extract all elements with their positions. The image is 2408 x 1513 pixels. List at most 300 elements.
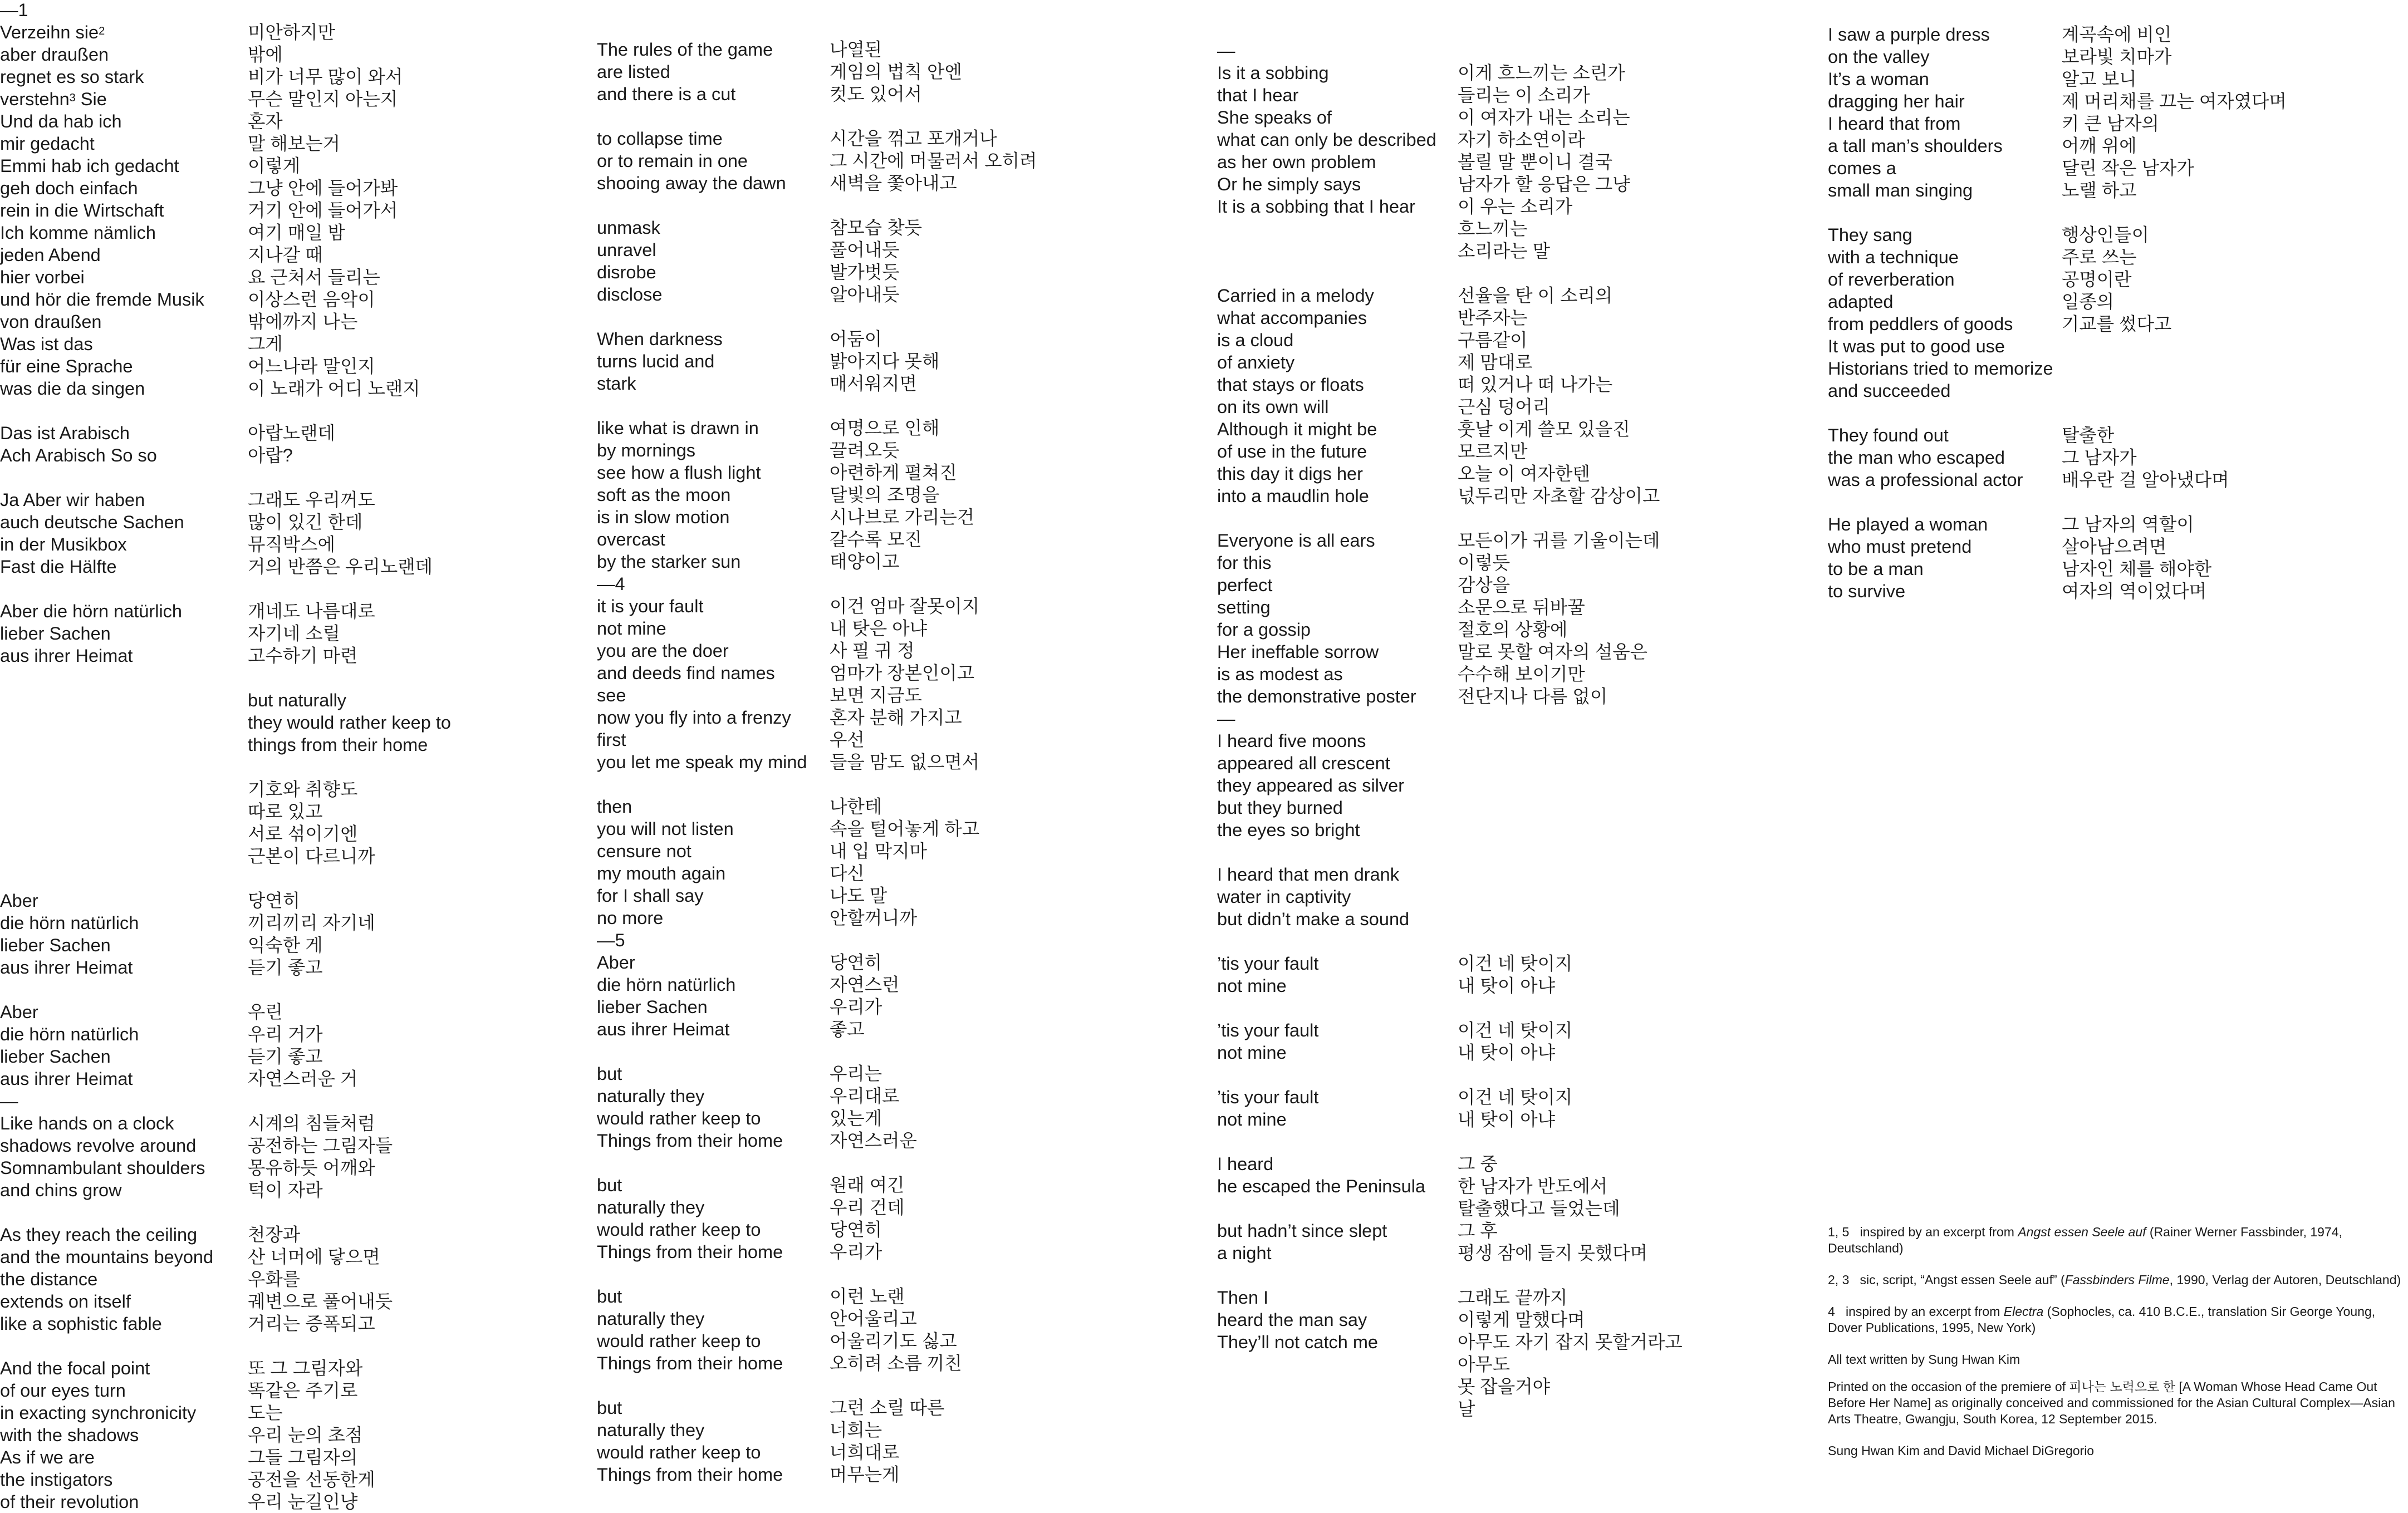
western-text: heard the man say [1217,1310,1367,1330]
western-text: disclose [597,284,663,304]
korean-text: 달빛의 조명을 [830,485,940,505]
korean-text: 탈출한 [2062,425,2115,445]
korean-text: 많이 있긴 한데 [248,512,363,532]
western-text: to collapse time [597,129,723,149]
korean-text: 서로 섞이기엔 [248,824,358,844]
footnote-4: 4 inspired by an excerpt from Electra (Sophocles, ca. 410 B.C.E., translation Sir George Young, Dover Publications, 1995, New York) [1828,1304,2376,1335]
western-text: the demonstrative poster [1217,686,1416,706]
western-text: It is a sobbing that I hear [1217,197,1415,217]
korean-text: 말로 못할 여자의 설움은 [1458,642,1648,662]
korean-text: 내 탓은 아냐 [830,618,928,638]
footnote-marker: 2 [99,25,105,37]
korean-text: 달린 작은 남자가 [2062,158,2194,178]
verse-line [597,662,1037,684]
korean-text: 우리 눈길인냥 [248,1492,358,1512]
korean-text: 엄마가 장본인이고 [830,663,975,683]
korean-text: 자기네 소릴 [248,623,341,643]
western-text: They found out [1828,425,1949,445]
western-text: Das ist Arabisch [0,423,130,443]
korean-text: 발가벗듯 [830,262,900,282]
western-text: lieber Sachen [0,935,111,955]
verse-line [1828,357,2287,380]
verse-line [597,1174,1037,1196]
korean-text: 공명이란 [2062,269,2132,289]
verse-line [0,689,451,711]
western-text: hier vorbei [0,267,85,287]
verse-line [1828,380,2287,402]
western-text: Her ineffable sorrow [1217,642,1379,662]
korean-text: 천장과 [248,1225,301,1245]
western-text: from peddlers of goods [1828,314,2013,334]
verse-line [597,38,1037,61]
western-text [0,800,248,823]
stanza-gap [597,105,1037,127]
western-text: to be a man [1828,559,1924,579]
western-text: to survive [1828,581,1906,601]
verse-line [1217,863,1683,886]
korean-text: 이건 엄마 잘못이지 [830,596,980,616]
korean-text: 거리는 증폭되고 [248,1314,375,1334]
verse-line [0,912,451,934]
verse-line [597,217,1037,239]
verse-line [1217,418,1683,440]
western-text [0,689,248,711]
western-text: Ich komme nämlich [0,223,156,243]
western-text: extends on itself [0,1291,131,1311]
korean-text: 이건 네 탓이지 [1458,1087,1573,1107]
korean-text: 구름같이 [1458,330,1528,350]
western-text: the distance [0,1269,98,1289]
verse-line [1217,329,1683,351]
verse-line [1217,307,1683,329]
verse-line [597,640,1037,662]
verse-line [1828,179,2287,202]
korean-text: 자연스러운 거 [248,1069,358,1089]
korean-text: 탈출했다고 들었는데 [1458,1198,1620,1219]
western-text: or to remain in one [597,151,748,171]
korean-text: 모든이가 귀를 기울이는데 [1458,530,1660,551]
verse-line [1828,446,2287,469]
verse-line [1828,135,2287,157]
verse-line [597,283,1037,306]
korean-text: they would rather keep to [248,713,451,733]
western-text: Fast die Hälfte [0,557,117,577]
section-marker: —4 [597,574,625,594]
korean-text: 아랍? [248,445,293,465]
korean-text: 들을 맘도 없으면서 [830,752,980,772]
korean-text: 오히려 소름 끼친 [830,1353,962,1373]
korean-text: 우화를 [248,1269,301,1289]
verse-line [597,261,1037,283]
western-text: in exacting synchronicity [0,1403,197,1423]
verse-line [1217,1197,1683,1220]
verse-line [1217,284,1683,307]
stanza-gap [1217,262,1683,284]
western-text: this day it digs her [1217,464,1363,484]
korean-text: 보라빛 치마가 [2062,47,2172,67]
korean-text: 우리 건데 [830,1197,905,1217]
verse-line [1828,224,2287,246]
western-text: Aber [0,891,38,911]
korean-text: 속을 털어놓게 하고 [830,819,980,839]
western-text: Like hands on a clock [0,1113,174,1133]
stanza-gap [0,867,451,890]
korean-text: 여자의 역이었다며 [2062,581,2207,601]
verse-line [0,489,451,511]
korean-text: 볼릴 말 뿐이니 결국 [1458,152,1613,172]
korean-text: 오늘 이 여자한텐 [1458,464,1590,484]
verse-line [1217,752,1683,774]
western-text [0,778,248,800]
verse-line [1828,112,2287,135]
korean-text: 풀어내듯 [830,240,900,260]
korean-text: 행상인들이 [2062,225,2149,245]
western-text: shooing away the dawn [597,173,786,193]
verse-line [597,818,1037,840]
stanza-gap [597,16,1037,38]
verse-line [597,1352,1037,1374]
korean-text: 익숙한 게 [248,935,323,955]
verse-line [597,885,1037,907]
western-text: small man singing [1828,180,1973,200]
verse-line [1217,218,1683,240]
verse-line [1217,396,1683,418]
verse-line [1217,1309,1683,1331]
verse-line [0,800,451,823]
western-text: Is it a sobbing [1217,63,1329,83]
verse-line [1217,374,1683,396]
verse-line [1217,641,1683,663]
korean-text: 혼자 [248,111,283,131]
korean-text: 그 시간에 머물러서 오히려 [830,151,1037,171]
korean-text: 이런 노랜 [830,1286,905,1306]
western-text: that I hear [1217,85,1299,105]
korean-text: 나한테 [830,797,882,817]
verse-line [1828,291,2287,313]
korean-text: 밖에까지 나는 [248,312,358,332]
western-text: Ja Aber wir haben [0,490,145,510]
korean-text: 넋두리만 자초할 감상이고 [1458,486,1660,506]
verse-line [1217,1286,1683,1309]
verse-line [597,150,1037,172]
stanza-gap [597,773,1037,795]
stanza-gap [0,979,451,1001]
korean-text: 비가 너무 많이 와서 [248,67,403,87]
western-text: with a technique [1828,247,1959,267]
western-text: Although it might be [1217,419,1377,439]
korean-text: 우린 [248,1002,283,1022]
korean-text: 우리 거가 [248,1024,323,1044]
korean-text: 자연스러운 [830,1131,917,1151]
verse-line [1217,1108,1683,1131]
korean-text: 몽유하듯 어깨와 [248,1158,375,1178]
western-text: censure not [597,841,691,861]
verse-line [1217,1242,1683,1264]
stanza-gap [597,395,1037,417]
verse-line [0,1157,451,1179]
korean-text: 소문으로 뒤바꿀 [1458,597,1585,617]
western-text: that stays or floats [1217,375,1364,395]
verse-line [1828,157,2287,179]
western-text: would rather keep to [597,1331,761,1351]
verse-line [1217,1086,1683,1108]
western-text: naturally they [597,1197,705,1217]
korean-text: 갈수록 모진 [830,529,923,549]
western-text: Everyone is all ears [1217,530,1375,551]
western-text: It’s a woman [1828,69,1929,89]
western-text: They sang [1828,225,1912,245]
korean-text: 산 너머에 닿으면 [248,1247,380,1267]
western-text: of reverberation [1828,269,1955,289]
korean-text: 흐느끼는 [1458,219,1528,239]
korean-text: 당연히 [830,952,882,972]
korean-text: 무슨 말인지 아는지 [248,89,398,109]
korean-text: 우리 눈의 초점 [248,1425,363,1445]
western-text: and there is a cut [597,84,736,104]
western-text: and deeds find names [597,663,775,683]
western-text: in der Musikbox [0,534,127,554]
western-text: geh doch einfach [0,178,138,198]
western-text: they appeared as silver [1217,775,1405,795]
korean-text: 공전하는 그림자들 [248,1136,393,1156]
korean-text: 평생 잠에 들지 못했다며 [1458,1243,1648,1263]
western-text: see how a flush light [597,463,761,483]
western-text: on the valley [1828,47,1930,67]
verse-line [597,907,1037,929]
stanza-gap [0,466,451,489]
verse-line [597,1308,1037,1330]
korean-text: 그게 [248,334,283,354]
western-text: lieber Sachen [597,997,708,1017]
verse-line [1217,1398,1683,1420]
column-2 [597,16,1037,1486]
western-text: he escaped the Peninsula [1217,1176,1426,1196]
verse-line [0,956,451,979]
western-text: like a sophistic fable [0,1314,162,1334]
korean-text: 새벽을 쫓아내고 [830,173,957,193]
column-3 [1217,17,1683,1420]
verse-line [0,1468,451,1491]
verse-line [0,1112,451,1134]
korean-text: 못 잡을거야 [1458,1377,1551,1397]
verse-line [1217,151,1683,173]
western-text: is a cloud [1217,330,1294,350]
western-text: mir gedacht [0,134,95,154]
verse-line [1217,1019,1683,1042]
verse-line [597,328,1037,350]
western-text: by the starker sun [597,552,741,572]
verse-line [597,417,1037,439]
korean-text: 자연스런 [830,975,900,995]
footnote-1-5: 1, 5 inspired by an excerpt from Angst essen Seele auf (Rainer Werner Fassbinder, 1974, Deutschland) [1828,1225,2342,1255]
korean-text: 어깨 위에 [2062,136,2137,156]
verse-line [1217,797,1683,819]
korean-text: 수수해 보이기만 [1458,664,1585,684]
verse-line [1217,952,1683,975]
korean-text: 어울리기도 싫고 [830,1331,957,1351]
verse-line [597,795,1037,818]
western-text: is in slow motion [597,507,730,527]
korean-text: 선율을 탄 이 소리의 [1458,286,1613,306]
verse-line [0,533,451,556]
verse-line [0,645,451,667]
western-text: it is your fault [597,596,704,616]
western-text: perfect [1217,575,1273,595]
korean-text: 전단지나 다름 없이 [1458,686,1608,706]
verse-line [1217,485,1683,507]
verse-line [0,333,451,355]
korean-text: 게임의 법칙 안엔 [830,62,962,82]
korean-text: 키 큰 남자의 [2062,114,2160,134]
verse-line [597,172,1037,194]
western-text: Emmi hab ich gedacht [0,156,179,176]
korean-text: 거의 반쯤은 우리노랜데 [248,557,433,577]
stanza-gap [597,194,1037,217]
verse-line [1217,552,1683,574]
korean-text: 안어울리고 [830,1309,917,1329]
western-text: by mornings [597,440,696,460]
western-text: who must pretend [1828,537,1972,557]
western-text: dragging her hair [1828,91,1965,111]
western-text: stark [597,374,636,394]
section-marker: —5 [597,930,625,950]
verse-line [1217,1042,1683,1064]
verse-line [1828,469,2287,491]
korean-text: 한 남자가 반도에서 [1458,1176,1608,1196]
western-text: my mouth again [597,863,726,883]
western-text: aus ihrer Heimat [0,957,133,977]
western-text: not mine [1217,1109,1287,1129]
western-text: a tall man’s shoulders [1828,136,2003,156]
western-text: It was put to good use [1828,336,2005,356]
korean-text: 우리는 [830,1064,882,1084]
verse-line [597,1196,1037,1219]
western-text: Carried in a melody [1217,286,1374,306]
western-text: the eyes so bright [1217,820,1360,840]
western-text: ’tis your fault [1217,1020,1319,1040]
western-text [1217,218,1458,240]
verse-line [0,66,451,88]
korean-text: 당연히 [830,1220,882,1240]
korean-text: 태양이고 [830,552,900,572]
korean-text: 거기 안에 들어가서 [248,200,398,220]
verse-line [0,288,451,311]
verse-line [597,127,1037,150]
korean-text: 훗날 이게 쓸모 있을진 [1458,419,1630,439]
verse-line [0,177,451,199]
verse-line [597,862,1037,885]
western-text: I heard [1217,1154,1274,1174]
western-text: Then I [1217,1288,1269,1308]
western-text: would rather keep to [597,1442,761,1462]
korean-text: 어둠이 [830,329,882,349]
stanza-gap [597,306,1037,328]
stanza-gap [0,756,451,778]
verse-line [0,823,451,845]
korean-text: 모르지만 [1458,441,1528,461]
verse-line [1217,1376,1683,1398]
verse-line [1217,106,1683,129]
western-text: ’tis your fault [1217,1087,1319,1107]
stanza-gap [1217,17,1683,40]
footnote-marker: 3 [69,92,76,104]
western-text: Und da hab ich [0,111,122,131]
korean-text: 밖에 [248,45,283,65]
korean-text: 우리가 [830,1242,882,1262]
korean-text: 제 맘대로 [1458,352,1533,372]
verse-line [0,511,451,533]
verse-line [0,1491,451,1513]
verse-line [0,778,451,800]
western-text: lieber Sachen [0,623,111,643]
western-text: She speaks of [1217,107,1332,127]
western-text: naturally they [597,1420,705,1440]
verse-line [1217,574,1683,596]
korean-text: 어느나라 말인지 [248,356,375,376]
verse-line [1217,240,1683,262]
column-1 [0,0,451,1513]
korean-text: 제 머리채를 끄는 여자였다며 [2062,91,2287,111]
section-marker: — [1217,709,1235,729]
western-text: would rather keep to [597,1220,761,1240]
korean-text: 이렇게 말했다며 [1458,1310,1585,1330]
verse-line [597,1419,1037,1441]
western-text: I heard five moons [1217,731,1366,751]
korean-text: 이건 네 탓이지 [1458,954,1573,974]
western-text: on its own will [1217,397,1329,417]
korean-text: 도는 [248,1403,283,1423]
korean-text: 보면 지금도 [830,685,923,705]
verse-line [1217,1175,1683,1197]
korean-text: 반주자는 [1458,308,1528,328]
western-text: aber draußen [0,45,109,65]
verse-line [1828,268,2287,291]
korean-text: 아련하게 펼쳐진 [830,463,957,483]
korean-text: 너희대로 [830,1442,900,1462]
verse-line [1217,685,1683,708]
verse-line [1217,618,1683,641]
korean-text: 끼리끼리 자기네 [248,913,375,933]
western-text: Verzeihn sie$^2$ [0,22,105,42]
section-marker: — [1217,41,1235,61]
korean-text: 똑같은 주기로 [248,1381,358,1401]
verse-line [1217,975,1683,997]
korean-text: 턱이 자라 [248,1180,323,1200]
verse-line [1217,463,1683,485]
western-text: not mine [1217,1043,1287,1063]
western-text: of use in the future [1217,441,1367,461]
stanza-gap [597,1152,1037,1174]
verse-line [0,266,451,288]
stanza-gap [1217,1131,1683,1153]
verse-line [1217,529,1683,552]
verse-line [597,1463,1037,1486]
korean-text: 밝아지다 못해 [830,351,940,371]
western-text: The rules of the game [597,40,773,60]
western-text: but hadn’t since slept [1217,1221,1387,1241]
western-text: aus ihrer Heimat [0,1069,133,1089]
verse-line [1828,313,2287,335]
korean-text: 날 [1458,1399,1475,1419]
korean-text: 계곡속에 비인 [2062,24,2172,45]
western-text [1217,1376,1458,1398]
footnote-2-3: 2, 3 sic, script, “Angst essen Seele auf” (Fassbinders Filme, 1990, Verlag der Autoren, Deutschland) [1828,1273,2401,1287]
korean-text: 다신 [830,863,865,883]
verse-line [597,484,1037,506]
verse-line [0,1179,451,1201]
verse-line [1217,195,1683,218]
korean-text: 우리가 [830,997,882,1017]
